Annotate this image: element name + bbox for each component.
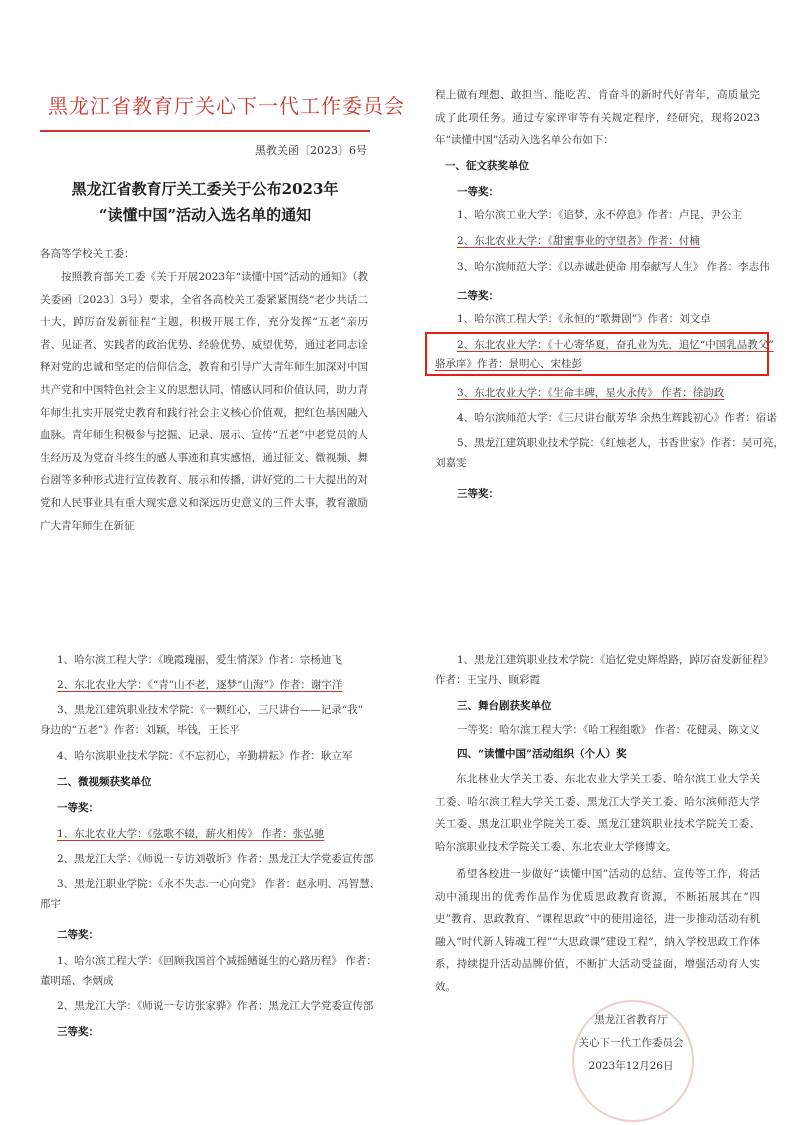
list-item: 4、哈尔滨职业技术学院：《不忘初心，辛勤耕耘》作者：耿立军 [57,750,353,762]
video-first-label: 一等奖： [57,802,99,814]
list-item: 一等奖：哈尔滨工程大学：《哈工程组歌》 作者：花健灵、陈文义 [457,724,760,736]
essay-first-label: 一等奖： [457,186,499,198]
list-item: 身边的“五老”》作者：刘颖，毕钱，王长平 [40,724,240,736]
list-item: 1、哈尔滨工业大学：《追梦，永不停息》作者：卢昆、尹公主 [457,209,742,221]
section-stage: 三、舞台剧获奖单位 [457,700,552,712]
signature-date: 2023年12月26日 [588,1060,674,1072]
list-item: 刘嘉雯 [435,457,467,469]
list-item: 董明瑶、李炳成 [40,975,114,987]
list-item: 1、哈尔滨工程大学：《回顾我国首个减摇鳍诞生的心路历程》 作者： [57,955,377,967]
signature-org: 黑龙江省教育厅 [594,1014,668,1026]
video-second-label: 二等奖： [57,929,99,941]
list-item: 骆承庠》作者：景明心、宋桂彭 [435,358,582,370]
video-third-label: 三等奖： [57,1026,99,1038]
section-org-award: 四、“读懂中国”活动组织（个人）奖 [457,748,627,760]
doc-number: 黑教关函〔2023〕6号 [255,144,367,157]
list-item: 1、哈尔滨工程大学：《晚霞瑰丽，爱生情深》作者：宗杨迪飞 [57,654,342,666]
doc-title-line1: 黑龙江省教育厅关工委关于公布2023年 [71,180,339,198]
salutation: 各高等学校关工委： [40,248,135,260]
list-item: 2、黑龙江大学：《师说一专访刘敬圻》作者：黑龙江大学党委宣传部 [57,853,374,865]
list-item: 1、哈尔滨工程大学：《永恒的“歌舞剧”》作者：刘文卓 [457,313,711,325]
signature-committee: 关心下一代工作委员会 [578,1037,684,1049]
list-item: 2、东北农业大学：《“青”山不老，逐梦“山海”》作者：谢宇洋 [57,679,343,691]
org-award-list: 东北林业大学关工委、东北农业大学关工委、哈尔滨工业大学关工委、哈尔滨工程大学关工委、黑龙江大学关工委、哈尔滨师范大学关工委、黑龙江职业学院关工委、黑龙江建筑职业技术学院关工委、哈尔滨职业技术学院关工委、东北农业大学修博文。 [435,773,760,853]
list-item: 2、东北农业大学：《十心寄华夏，奋孔业为先，追忆“中国乳品教父” [457,339,774,351]
essay-third-label: 三等奖： [457,488,499,500]
section-video: 二、微视频获奖单位 [57,776,152,788]
list-item: 1、东北农业大学：《弦歌不辍，薪火相传》 作者：张弘驰 [57,828,325,840]
list-item: 作者：王宝丹、顾彩霞 [435,674,540,686]
closing-paragraph: 希望各校进一步做好“读懂中国”活动的总结、宣传等工作，将活动中涌现出的优秀作品作为优质思政教育资源，不断拓展其在“四史”教育、思政教育、“课程思政”中的使用途径，进一步推动活动有机融入“时代新人铸魂工程”“大思政课”建设工程”，纳入学校思政工作体系，持续提升活动品牌价值，不断扩大活动受益面，增强活动育人实效。 [435,868,760,993]
org-title: 黑龙江省教育厅关心下一代工作委员会 [48,94,405,118]
list-item: 2、黑龙江大学：《师说一专访张家骅》作者：黑龙江大学党委宣传部 [57,1000,374,1012]
essay-second-label: 二等奖： [457,290,499,302]
header-divider [40,130,370,132]
intro-continuation: 程上做有理想、敢担当、能吃苦、肯奋斗的新时代好青年，高质量完成了此项任务。通过专家评审等有关规定程序，经研究，现将2023年“读懂中国”活动入选名单公布如下： [435,89,760,147]
list-item: 3、东北农业大学：《生命丰碑，星火永传》 作者：徐韵政 [457,387,725,399]
list-item: 1、黑龙江建筑职业技术学院：《追忆党史辉煌路，踔厉奋发新征程》 [457,654,774,666]
list-item: 4、哈尔滨师范大学：《三尺讲台献芳华 余热生辉践初心》作者：宿诺 [457,412,777,424]
highlight-box [425,332,769,376]
intro-paragraph: 按照教育部关工委《关于开展2023年“读懂中国”活动的通知》（教关委函〔2023〕3号）要求，全省各高校关工委紧紧围绕“老少共话二十大，踔厉奋发新征程”主题，积极开展工作，充分发挥“五老”亲历者、见证者、实践者的政治优势、经验优势、威望优势，通过老同志诠释对党的忠诚和坚定的信仰信念，教育和引导广大青年师生加深对中国共产党和中国特色社会主义的思想认同、情感认同和价值认同，助力青年师生扎实开展党史教育和践行社会主义核心价值观，把红色基因融入血脉。青年师生积极参与挖掘、记录、展示、宣传“五老”中老党员的人生经历及为党奋斗终生的感人事迹和真实感悟，通过征文、微视频、舞台剧等多种形式进行宣传教育、展示和传播，讲好党的二十大提出的对党和人民事业具有重大现实意义和深远历史意义的三件大事，教育激励广大青年师生在新征 [40,271,368,532]
section-essay: 一、征文获奖单位 [445,160,529,172]
list-item: 2、东北农业大学：《甜蜜事业的守望者》作者：付楠 [457,235,700,247]
list-item: 3、黑龙江职业学院：《永不失志.一心向党》 作者：赵永明、冯智慧、 [57,878,381,890]
list-item: 3、黑龙江建筑职业技术学院：《一颗红心，三尺讲台——记录“我” [57,704,364,716]
doc-title-line2: “读懂中国”活动入选名单的通知 [98,206,312,224]
list-item: 邢宇 [40,898,61,910]
list-item: 5、黑龙江建筑职业技术学院：《红烛老人，书香世家》作者：吴可亮， [457,437,784,449]
list-item: 3、哈尔滨师范大学：《以赤诚赴使命 用奉献写人生》 作者：李志伟 [457,261,770,273]
